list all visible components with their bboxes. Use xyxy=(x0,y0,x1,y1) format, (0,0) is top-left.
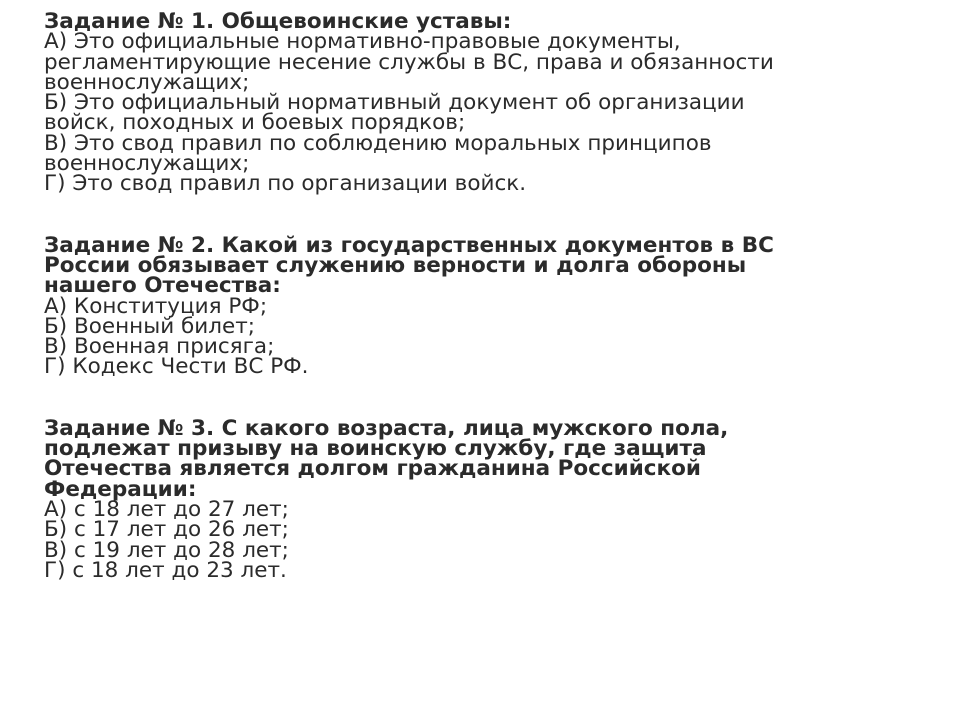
task-title xyxy=(44,232,944,299)
answer-option-line: Г) Кодекс Чести ВС РФ. xyxy=(44,354,309,380)
answer-option-line: Г) с 18 лет до 23 лет. xyxy=(44,557,287,583)
task-title-line: Федерации: xyxy=(44,476,197,502)
task-1 xyxy=(44,9,944,197)
answer-option-line: военнослужащих; xyxy=(44,69,250,95)
task-title-line: Задание № 2. Какой из государственных документов в ВС xyxy=(44,232,774,258)
task-title-line: подлежат призыву на воинскую службу, где защита xyxy=(44,436,707,462)
answer-option-line: Г) Это свод правил по организации войск. xyxy=(44,171,527,197)
answer-option-line: А) Конституция РФ; xyxy=(44,293,268,319)
task-2 xyxy=(44,232,944,380)
answer-option-line: В) с 19 лет до 28 лет; xyxy=(44,537,289,563)
document-page xyxy=(44,9,944,583)
answer-options xyxy=(44,293,944,380)
answer-option-line: В) Военная присяга; xyxy=(44,334,275,360)
answer-option-line: Б) Военный билет; xyxy=(44,313,255,339)
task-title xyxy=(44,415,944,502)
answer-option-line: В) Это свод правил по соблюдению моральных принципов xyxy=(44,130,712,156)
answer-options xyxy=(44,29,944,197)
task-title-line: Задание № 3. С какого возраста, лица мужского пола, xyxy=(44,415,729,441)
answer-option-line: Б) Это официальный нормативный документ об организации xyxy=(44,90,745,116)
task-title-line: Задание № 1. Общевоинские уставы: xyxy=(44,9,512,34)
answer-option-line: А) Это официальные нормативно-правовые документы, xyxy=(44,29,681,55)
answer-options xyxy=(44,496,944,583)
answer-option-line: военнослужащих; xyxy=(44,151,250,177)
task-title-line: нашего Отечества: xyxy=(44,273,281,299)
task-title-line: Отечества является долгом гражданина Российской xyxy=(44,456,701,482)
answer-option-line: регламентирующие несение службы в ВС, права и обязанности xyxy=(44,49,774,75)
task-title-line: России обязывает служению верности и долга обороны xyxy=(44,252,747,278)
answer-option-line: войск, походных и боевых порядков; xyxy=(44,110,466,136)
task-3 xyxy=(44,415,944,583)
answer-option-line: А) с 18 лет до 27 лет; xyxy=(44,496,289,522)
answer-option-line: Б) с 17 лет до 26 лет; xyxy=(44,517,289,543)
